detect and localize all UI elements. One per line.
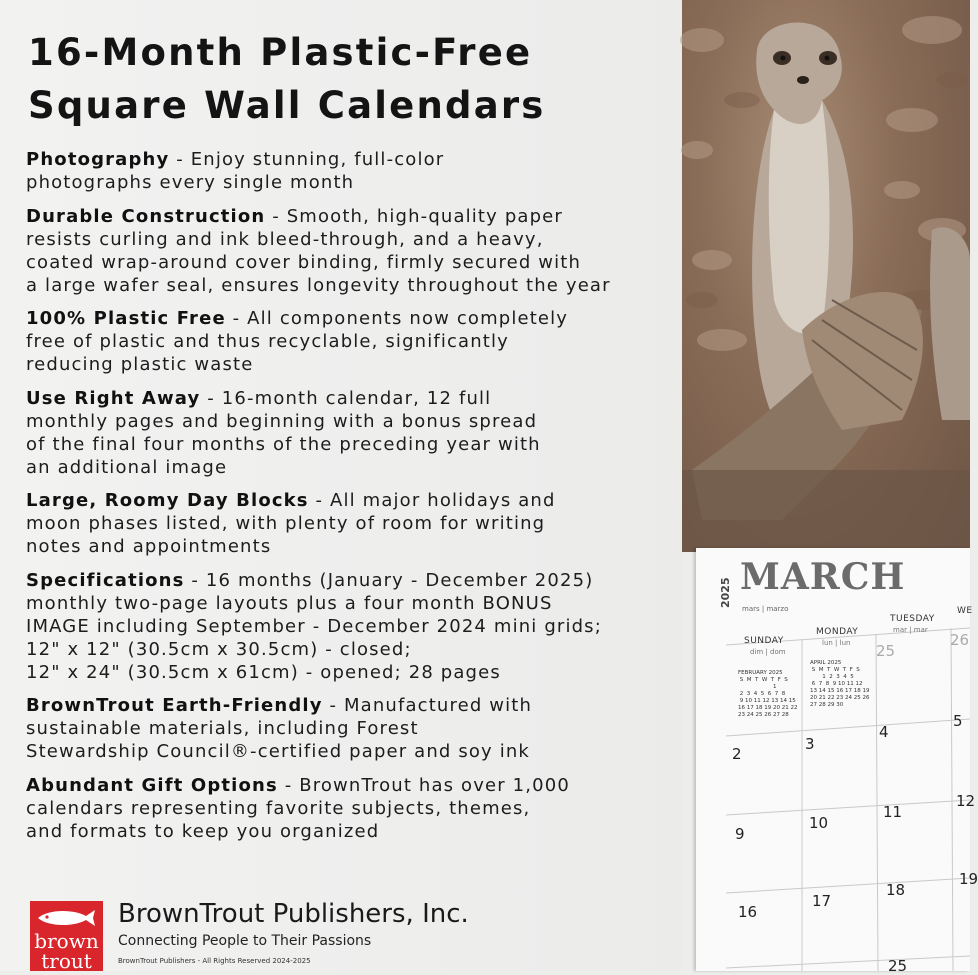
feature-item <box>26 387 676 479</box>
feature-line <box>26 569 676 592</box>
trout-icon <box>36 907 97 929</box>
calendar-month-sub: mars | marzo <box>742 605 789 613</box>
mini-feb-title: FEBRUARY 2025 <box>738 670 783 676</box>
day-number: 25 <box>888 957 908 975</box>
feature-line: resists curling and ink bleed-through, and a heavy, <box>26 228 544 250</box>
day-sub-tuesday: mar | mar <box>893 626 928 634</box>
feature-line <box>26 489 676 512</box>
feature-line: IMAGE including September - December 2024 mini grids; <box>26 615 602 637</box>
feature-text: - Enjoy stunning, full-color <box>169 149 445 170</box>
feature-line: photographs every single month <box>26 172 355 193</box>
feature-line: a large wafer seal, ensures longevity throughout the year <box>26 274 611 296</box>
day-number: 18 <box>886 881 906 899</box>
feature-line: sustainable materials, including Forest <box>26 718 419 739</box>
day-sub-monday: lun | lun <box>822 639 851 647</box>
day-number: 4 <box>879 723 889 741</box>
mini-apr-title: APRIL 2025 <box>810 660 842 666</box>
day-number: 17 <box>812 892 832 910</box>
feature-line: calendars representing favorite subjects, themes, <box>26 797 531 819</box>
feature-text: - 16-month calendar, 12 full <box>200 387 492 409</box>
day-number: 9 <box>735 825 745 843</box>
feature-item <box>26 148 676 194</box>
feature-text: - 16 months (January - December 2025) <box>184 569 594 591</box>
feature-line <box>26 307 676 330</box>
feature-line: an additional image <box>26 456 228 478</box>
feature-item <box>26 489 676 558</box>
feature-line <box>26 148 676 171</box>
feature-title: Abundant Gift Options <box>26 774 278 796</box>
day-number: 10 <box>809 814 829 832</box>
feature-line: and formats to keep you organized <box>26 820 380 842</box>
day-number: 19 <box>959 870 978 888</box>
feature-line <box>26 387 676 410</box>
day-header-sunday: SUNDAY <box>744 636 784 646</box>
feature-line: of the final four months of the preceding year with <box>26 433 541 455</box>
publisher-tagline: Connecting People to Their Passions <box>118 933 372 949</box>
calendar-year: 2025 <box>719 577 732 608</box>
publisher-name: BrownTrout Publishers, Inc. <box>118 899 469 929</box>
day-sub-sunday: dim | dom <box>750 648 786 656</box>
feature-line: 12" x 24" (30.5cm x 61cm) - opened; 28 pages <box>26 661 501 683</box>
feature-text: - Manufactured with <box>322 695 533 716</box>
feature-line <box>26 205 676 228</box>
feature-line: 12" x 12" (30.5cm x 30.5cm) - closed; <box>26 638 412 660</box>
feature-list <box>26 148 676 853</box>
headline-line-2: Square Wall Calendars <box>28 84 546 127</box>
feature-title: Use Right Away <box>26 387 201 409</box>
day-number: 26 <box>950 631 970 649</box>
feature-item <box>26 774 676 843</box>
feature-line <box>26 694 676 717</box>
day-number: 3 <box>805 735 815 753</box>
logo-line-1: brown <box>34 929 99 953</box>
browntrout-logo <box>30 901 103 971</box>
feature-line: Stewardship Council®-certified paper and soy ink <box>26 741 530 762</box>
feature-title: 100% Plastic Free <box>26 308 226 329</box>
day-header-tuesday: TUESDAY <box>890 614 935 624</box>
day-number: 2 <box>732 745 742 763</box>
feature-line: moon phases listed, with plenty of room for writing <box>26 513 546 534</box>
feature-item <box>26 694 676 763</box>
headline <box>28 26 546 132</box>
feature-line: coated wrap-around cover binding, firmly secured with <box>26 251 582 273</box>
mini-calendar-february: FEBRUARY 2025 S M T W T F S 1 2 3 4 5 6 7 8 9 10 11 12 13 14 15 16 17 18 19 20 21 22 23 24 25 26 27 28 <box>738 670 798 718</box>
feature-title: Durable Construction <box>26 205 266 227</box>
feature-title: Photography <box>26 149 170 170</box>
feature-line: free of plastic and thus recyclable, significantly <box>26 331 509 352</box>
meerkat-photo <box>682 0 970 552</box>
feature-text: - Smooth, high-quality paper <box>265 205 563 227</box>
day-number: 12 <box>956 792 976 810</box>
feature-line: notes and appointments <box>26 536 272 557</box>
feature-item <box>26 307 676 376</box>
feature-line: reducing plastic waste <box>26 354 254 375</box>
logo-line-2: trout <box>41 949 92 973</box>
day-number: 16 <box>738 903 758 921</box>
calendar-month: MARCH <box>740 556 906 598</box>
feature-item <box>26 205 676 297</box>
day-header-monday: MONDAY <box>816 627 859 637</box>
meerkat-image <box>682 0 970 552</box>
feature-item <box>26 569 676 684</box>
day-number: 5 <box>953 712 963 730</box>
day-header-wednesday: WE <box>957 606 973 616</box>
feature-title: BrownTrout Earth-Friendly <box>26 695 323 716</box>
headline-line-1: 16-Month Plastic-Free <box>28 31 533 74</box>
feature-text: - BrownTrout has over 1,000 <box>277 774 570 796</box>
feature-text: - All major holidays and <box>308 490 556 511</box>
feature-line: monthly two-page layouts plus a four month BONUS <box>26 592 553 614</box>
publisher-copyright: BrownTrout Publishers - All Rights Reserved 2024-2025 <box>118 957 311 965</box>
feature-line: monthly pages and beginning with a bonus spread <box>26 410 538 432</box>
mini-calendar-april: APRIL 2025 S M T W T F S 1 2 3 4 5 6 7 8 9 10 11 12 13 14 15 16 17 18 19 20 21 22 23 24 25 26 27 28 29 30 <box>810 660 870 708</box>
feature-text: - All components now completely <box>225 308 569 329</box>
feature-title: Large, Roomy Day Blocks <box>26 490 309 511</box>
feature-line <box>26 774 676 797</box>
day-number: 25 <box>876 642 896 660</box>
day-number: 11 <box>883 803 903 821</box>
feature-title: Specifications <box>26 569 185 591</box>
